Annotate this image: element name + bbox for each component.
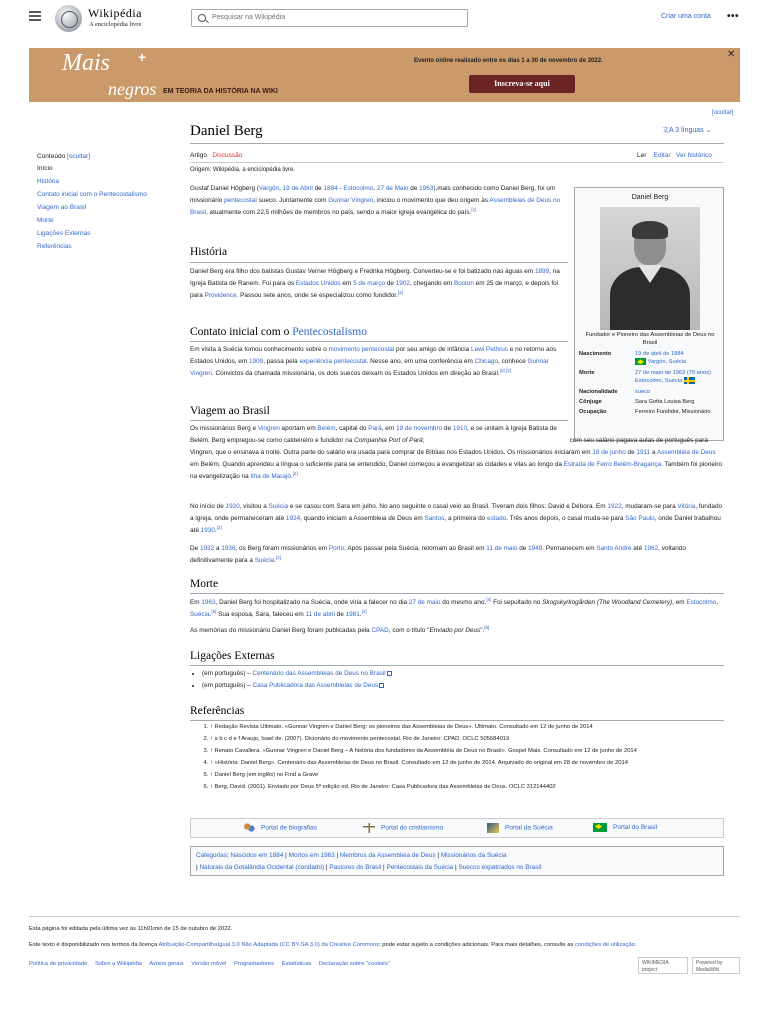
historia-paragraph: Daniel Berg era filho dos batistas Gustav Verner Högberg e Fredrika Högberg. Converteu-se e foi batizado nas águas em 1899, na Igreja Batista de Ranem. Foi para os Estados Unidos em 5 de março de 1902, chegando em Boston em 25 de março, e depois foi para Providence. Passou sete anos, onde se especializou como fundidor.[2] xyxy=(190,268,560,299)
namespace-tabs xyxy=(190,151,242,160)
external-links-list xyxy=(190,668,724,692)
footer-link[interactable]: Sobre a Wikipédia xyxy=(94,961,142,967)
infobox-title: Daniel Berg xyxy=(631,194,669,201)
reference-item: 5. ↑ Daniel Berg (em inglês) no Find a Grave xyxy=(210,769,724,781)
footer-links xyxy=(29,960,396,968)
toc-item-morte[interactable]: Morte xyxy=(37,217,54,225)
category-link[interactable]: Naturais da Gotalândia Ocidental (condado) xyxy=(199,864,325,871)
tab-history[interactable]: Ver histórico xyxy=(676,152,712,159)
categories-box: Categorias: Nascidos em 1884 | Mortos em 1963 | Membros da Assembleia de Deus | Missionários da Suécia | Naturais da Gotalândia Ocidental (condado) | Pastores do Brasil | Pentecostais da Suécia | Suecos expatriados no Brasil xyxy=(190,846,724,876)
page-title: Daniel Berg xyxy=(190,123,263,139)
heading-contato: Contato inicial com o Pentecostalismo xyxy=(190,326,367,338)
heading-viagem: Viagem ao Brasil xyxy=(190,405,270,417)
portal-brasil[interactable]: Portal do Brasil xyxy=(593,823,657,833)
category-link[interactable]: Mortos em 1963 xyxy=(288,852,335,859)
category-link[interactable]: Nascidos em 1884 xyxy=(230,852,284,859)
footer-link[interactable]: Declaração sobre ''cookies'' xyxy=(318,961,391,967)
header xyxy=(0,0,768,38)
tab-article[interactable]: Artigo xyxy=(190,152,207,163)
sweden-flag-icon xyxy=(684,377,695,384)
viagem-paragraph-1: Os missionários Berg e Vingren aportam em Belém, capital do Pará, em 19 de novembro de 1910, e se unitam à Igreja Batista de Belém. Berg empregou-se como caldeireiro e fundidor na Companhia Port of Pará; com seu salário pagava aulas de português para Vingren, que o ensinava à noite. Outra parte do salário era usada para comprar de Bíblias nos Estados Unidos. Os missionários iniciaram em 18 de junho de 1911 a Assembléia de Deus em Belém. Quando aprendeu a língua o suficiente para se entendido, Daniel começou a evangelizar as cidades e vilas ao longo da Estrada de Ferro Belém-Bragança. Também foi pioneiro na evangelização na Ilha de Marajó.[2] xyxy=(190,425,723,480)
view-tabs xyxy=(637,151,712,160)
banner-close-icon[interactable]: ✕ xyxy=(727,49,736,60)
site-subtitle: Origem: Wikipédia, a enciclopédia livre. xyxy=(190,167,296,173)
banner-title: EM TEORIA DA HISTÓRIA NA WIKI xyxy=(163,88,278,95)
intro-paragraph: Gustaf Daniel Högberg (Vargön, 19 de Abril de 1884 - Estocolmo, 27 de Maio de 1963),mais conhecido como Daniel Berg, foi um missionário pentecostal sueco. Juntamente com Gunnar Vingren, iniciou o movimento que deu origem às Assembleias de Deus no Brasil, atualmente com 22,5 milhões de membros no país, sendo a maior igreja evangélica do país.[1] xyxy=(190,185,561,216)
infobox-row: Morte 27 de maio de 1963 (79 anos) Estocolmo, Suécia xyxy=(579,369,711,385)
sweden-map-icon xyxy=(487,823,499,833)
footer-link[interactable]: Versão móvel xyxy=(191,961,227,967)
portrait-image[interactable] xyxy=(600,207,700,330)
list-item: • (em português) – Casa Publicadora das Assembleias de Deus xyxy=(202,680,724,692)
tab-read[interactable]: Ler xyxy=(637,152,646,163)
last-edited: Esta página foi editada pela última vez às 11h01min de 15 de outubro de 2022. xyxy=(29,926,233,932)
infobox-caption: Fundador e Pioneiro das Assembleias de Deus no Brasil xyxy=(585,332,715,346)
license-text: Este texto é disponibilizado nos termos da licença Atribuição-CompartilhaIgual 3.0 Não Adaptada (CC BY-SA 3.0) da Creative Commons; pode estar sujeito a condições adicionais. Para mais detalhes, consulte as condições de utilização. xyxy=(29,942,637,948)
tab-talk[interactable]: Discussão xyxy=(212,152,243,159)
brazil-flag-icon xyxy=(635,358,646,365)
references-list xyxy=(190,721,724,793)
category-link[interactable]: Membros da Assembleia de Deus xyxy=(340,852,436,859)
wordmark[interactable]: Wikipédia xyxy=(88,6,142,20)
footer-link[interactable]: Estatísticas xyxy=(281,961,312,967)
infobox-row: Ocupação Ferreiro Fundidor, Missionário xyxy=(579,409,711,416)
portals-bar xyxy=(190,818,724,838)
heading-morte: Morte xyxy=(190,578,219,590)
heading-historia: História xyxy=(190,246,228,258)
banner-event-text: Evento online realizado entre os dias 1 a 30 de novembro de 2022. xyxy=(414,58,603,64)
morte-paragraph-1: Em 1963, Daniel Berg foi hospitalizado na Suécia, onde viria a falecer no dia 27 de maio do mesmo ano.[4] Foi sepultado no Skogskyrkogården (The Woodland Cemetery), em Estocolmo, Suécia.[5] Sua esposa, Sara, faleceu em 11 de abril de 1981.[2] xyxy=(190,596,718,618)
search-icon xyxy=(198,14,206,22)
categories-label[interactable]: Categorias xyxy=(196,852,227,859)
tab-edit[interactable]: Editar xyxy=(653,152,671,159)
toc-hide-link[interactable]: [ocultar] xyxy=(67,153,91,160)
portal-suecia[interactable]: Portal da Suécia xyxy=(487,823,553,833)
banner-logo-mais: Mais xyxy=(62,50,110,76)
search-placeholder: Pesquisar na Wikipédia xyxy=(212,14,286,21)
wikipedia-globe-icon[interactable] xyxy=(55,5,82,32)
toc-item-inicio[interactable]: Início xyxy=(37,165,53,173)
category-link[interactable]: Missionários da Suécia xyxy=(440,852,507,859)
tabs-divider xyxy=(190,162,724,163)
contato-paragraph: Em visita à Suécia tomou conhecimento sobre o movimento pentecostal por seu amigo de infância Lewi Pethrus e no retorno aos Estados Unidos, em 1909, passa pela experiência pentecostal. Nesse ano, em uma conferência em Chicago, conhece Gunnar Vingren. Convictos da chamada missionária, os dois suecos deixam os Estados Unidos em direção ao Brasil.[2] [3] xyxy=(190,346,557,377)
reference-item: 3. ↑ Renato Cavallera. «Gunnar Vingren e Daniel Berg – A história dos fundadores da Assembléia de Deus no Brasil». Gospel Mais. Consultado em 12 de junho de 2014 xyxy=(210,745,724,757)
footer-link[interactable]: Política de privacidade xyxy=(29,961,88,967)
reference-item: 1. ↑ Redação Revista Ultimato. «Gunnar Vingren e Daniel Berg: os pioneiros das Assembleias de Deus». Ultimato. Consultado em 12 de junho de 2014 xyxy=(210,721,724,733)
search-input[interactable] xyxy=(191,9,468,27)
table-of-contents xyxy=(37,152,147,256)
toc-item-ligacoes[interactable]: Ligações Externas xyxy=(37,230,91,238)
toc-item-historia[interactable]: História xyxy=(37,178,60,186)
infobox xyxy=(574,187,724,441)
footer-divider xyxy=(29,916,740,917)
terms-link[interactable]: condições de utilização xyxy=(575,942,635,948)
toc-item-viagem[interactable]: Viagem ao Brasil xyxy=(37,204,87,212)
footer-link[interactable]: Programadores xyxy=(234,961,274,967)
infobox-row: Cônjuge Sara Gotta Louisa Berg xyxy=(579,399,695,406)
infobox-row: Nascimento 19 de abril de 1884 Vargön, Suécia xyxy=(579,351,687,366)
category-link[interactable]: Pentecostais da Suécia xyxy=(386,864,454,871)
infobox-table xyxy=(578,350,724,419)
external-link-icon xyxy=(379,683,384,688)
reference-item: 4. ↑ «História: Daniel Berg». Centenário das Assembleias de Deus no Brasil. Consultado em 12 de junho de 2014. Arquivado do original em 28 de novembro de 2014 xyxy=(210,757,724,769)
category-link[interactable]: Pastores do Brasil xyxy=(329,864,382,871)
mediawiki-badge[interactable]: Powered by MediaWiki xyxy=(692,957,740,974)
wikimedia-badge[interactable]: WIKIMEDIA project xyxy=(638,957,688,974)
footer-link[interactable]: Avisos gerais xyxy=(149,961,184,967)
banner-logo-negros: negros xyxy=(108,79,157,99)
banner-plus-icon: + xyxy=(138,49,147,65)
tagline: A enciclopédia livre xyxy=(89,21,142,28)
more-options-icon[interactable]: ••• xyxy=(727,11,740,22)
toc-heading: Conteúdo [ocultar] xyxy=(37,153,91,160)
toc-item-referencias[interactable]: Referências xyxy=(37,243,72,251)
viagem-paragraph-2: No início de 1920, visitou a Suécia e se casou com Sara em julho. No ano seguinte o casal veio ao Brasil. Tiveram dois filhos: David e Débora. Em 1922, mudaram-se para Vitória, fundado a igreja, onde permaneceram até 1924, quando iniciam a Assembleia de Deus em Santos, a primeira do estado. Três anos depois, o casal muda-se para São Paulo, onde Daniel trabalhou até 1930.[2] xyxy=(190,503,723,534)
list-item: • (em português) – Centenário das Assembleias de Deus no Brasil xyxy=(202,668,724,680)
menu-icon[interactable] xyxy=(29,11,41,21)
license-link[interactable]: Atribuição-CompartilhaIgual 3.0 Não Adaptada (CC BY-SA 3.0) da Creative Commons xyxy=(158,942,380,948)
title-divider xyxy=(190,143,724,144)
infobox-row: Nacionalidade sueco xyxy=(579,388,651,395)
category-link[interactable]: Suecos expatriados no Brasil xyxy=(458,864,542,871)
language-selector[interactable]: 文A 3 línguas ⌄ xyxy=(662,127,712,134)
viagem-paragraph-3: De 1932 a 1936, os Berg foram missionários em Porto. Após passar pela Suécia, retornam ao Brasil em 11 de maio de 1949. Permanecem em Santo André até 1962, voltando definitivamente para a Suécia.[2] xyxy=(190,545,686,564)
reference-item: 2. ↑ a b c d e f Araujo, Isael de. (2007). Dicionário do movimento pentecostal. Rio de Janeiro: CPAD. OCLC 505684019 xyxy=(210,733,724,745)
christianity-icon xyxy=(363,823,375,833)
reference-item: 6. ↑ Berg, David. (2001). Enviado por Deus 5ª edição ed. Rio de Janeiro: Casa Publicadora das Assembleias de Deus. OCLC 312144402 xyxy=(210,781,724,793)
banner-signup-button[interactable]: Inscreva-se aqui xyxy=(469,75,575,93)
morte-paragraph-2: As memórias do missionário Daniel Berg foram publicadas pela CPAD, com o título "Enviado por Deus".[6] xyxy=(190,624,490,634)
brazil-flag-icon xyxy=(593,823,607,832)
heading-referencias: Referências xyxy=(190,705,245,717)
external-link-icon xyxy=(387,671,392,676)
people-icon xyxy=(243,823,255,833)
create-account-link[interactable]: Criar uma conta xyxy=(661,13,711,20)
toc-item-contato[interactable]: Contato inicial com o Pentecostalismo xyxy=(37,191,147,199)
portal-biografias[interactable]: Portal de biografias xyxy=(243,823,317,833)
hide-banner-link[interactable]: [ocultar] xyxy=(712,110,734,116)
portal-cristianismo[interactable]: Portal do cristianismo xyxy=(363,823,443,833)
heading-ligacoes: Ligações Externas xyxy=(190,650,275,662)
